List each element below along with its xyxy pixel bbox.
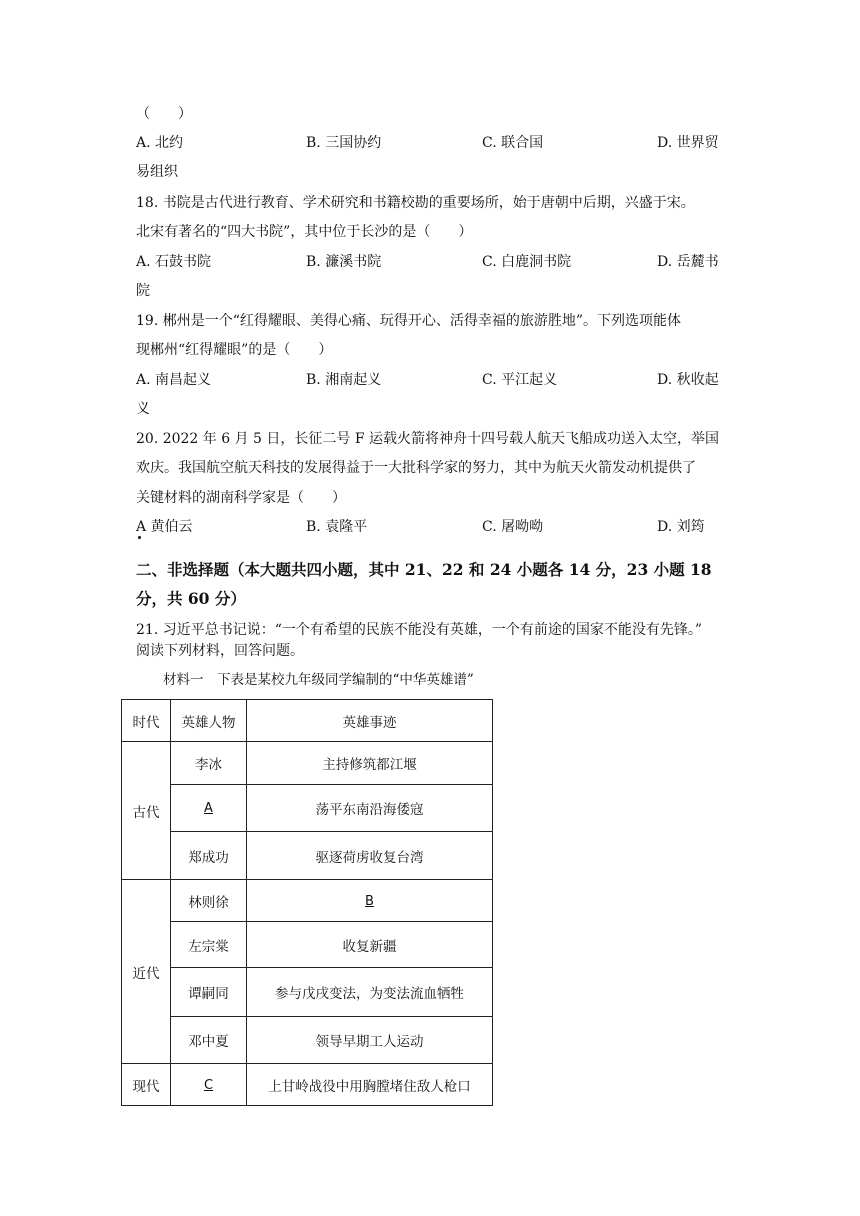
table-row <box>122 922 493 968</box>
q20-line-2: 欢庆。我国航空航天科技的发展得益于一大批科学家的努力，其中为航天火箭发动机提供了 <box>136 460 696 476</box>
q20-option-d: D. 刘筠 <box>657 519 705 535</box>
section-heading-line-1: 二、非选择题（本大题共四小题，其中 21、22 和 24 小题各 14 分，23 小题 18 <box>136 560 712 579</box>
q17-option-b: B. 三国协约 <box>306 135 382 151</box>
header-deed: 英雄事迹 <box>247 700 493 742</box>
q18-option-d-cont: 院 <box>136 283 150 299</box>
hero-cell: 郑成功 <box>171 832 247 880</box>
q20-option-c: C. 屠呦呦 <box>482 519 544 535</box>
era-ancient: 古代 <box>122 742 171 880</box>
material-title: 材料一 下表是某校九年级同学编制的“中华英雄谱” <box>163 672 474 688</box>
q18-option-d: D. 岳麓书 <box>657 254 719 270</box>
q17-option-a: A. 北约 <box>136 135 184 151</box>
q19-line-1: 19. 郴州是一个“红得耀眼、美得心痛、玩得开心、活得幸福的旅游胜地”。下列选项能体 <box>136 313 682 329</box>
table-row <box>122 785 493 832</box>
table-row <box>122 832 493 880</box>
table-header-row <box>122 700 493 742</box>
stray-dot <box>138 536 141 539</box>
q18-line-1: 18. 书院是古代进行教育、学术研究和书籍校勘的重要场所，始于唐朝中后期，兴盛于宋。 <box>136 195 695 211</box>
section-heading-line-2: 分，共 60 分） <box>136 589 246 608</box>
deed-cell: 参与戊戌变法，为变法流血牺牲 <box>247 968 493 1017</box>
blank-a: A <box>204 801 213 816</box>
q18-option-a: A. 石鼓书院 <box>136 254 212 270</box>
blank-c: C <box>203 1077 214 1093</box>
hero-cell: 李冰 <box>171 742 247 785</box>
header-era: 时代 <box>122 700 171 742</box>
table-row <box>122 1064 493 1106</box>
q20-option-b: B. 袁隆平 <box>306 519 368 535</box>
hero-cell: 左宗棠 <box>171 922 247 968</box>
q19-line-2: 现郴州“红得耀眼”的是（ ） <box>136 342 333 358</box>
q19-option-a: A. 南昌起义 <box>136 372 212 388</box>
q17-paren: （ ） <box>136 106 192 122</box>
deed-cell-blank-b <box>247 880 493 922</box>
deed-cell: 领导早期工人运动 <box>247 1017 493 1064</box>
q20-line-1: 20. 2022 年 6 月 5 日，长征二号 F 运载火箭将神舟十四号载人航天飞船成功送入太空，举国 <box>136 431 720 447</box>
q20-line-3: 关键材料的湖南科学家是（ ） <box>136 490 346 506</box>
q18-line-2: 北宋有著名的“四大书院”，其中位于长沙的是（ ） <box>136 224 473 240</box>
q21-line-2: 阅读下列材料，回答问题。 <box>136 643 304 659</box>
heroes-table <box>121 699 493 1106</box>
hero-cell-blank-a <box>171 785 247 832</box>
deed-cell: 上甘岭战役中用胸膛堵住敌人枪口 <box>247 1064 493 1106</box>
q18-option-c: C. 白鹿洞书院 <box>482 254 572 270</box>
q19-option-d-cont: 义 <box>136 401 150 417</box>
q20-option-a: A 黄伯云 <box>136 519 193 535</box>
q18-option-b: B. 濂溪书院 <box>306 254 382 270</box>
era-modern: 近代 <box>122 880 171 1064</box>
hero-cell: 邓中夏 <box>171 1017 247 1064</box>
header-hero: 英雄人物 <box>171 700 247 742</box>
q21-line-1: 21. 习近平总书记说：“一个有希望的民族不能没有英雄，一个有前途的国家不能没有先锋。” <box>136 622 703 638</box>
deed-cell: 收复新疆 <box>247 922 493 968</box>
table-row <box>122 968 493 1017</box>
deed-cell: 荡平东南沿海倭寇 <box>247 785 493 832</box>
table-row <box>122 1017 493 1064</box>
era-contemporary: 现代 <box>122 1064 171 1106</box>
q17-option-d-cont: 易组织 <box>136 164 178 180</box>
deed-cell: 主持修筑都江堰 <box>247 742 493 785</box>
table-row <box>122 880 493 922</box>
q19-option-b: B. 湘南起义 <box>306 372 382 388</box>
hero-cell: 谭嗣同 <box>171 968 247 1017</box>
q17-option-c: C. 联合国 <box>482 135 544 151</box>
blank-b: B <box>365 893 374 909</box>
hero-cell-blank-c <box>171 1064 247 1106</box>
hero-cell: 林则徐 <box>171 880 247 922</box>
q19-option-d: D. 秋收起 <box>657 372 719 388</box>
deed-cell: 驱逐荷虏收复台湾 <box>247 832 493 880</box>
table-row <box>122 742 493 785</box>
q17-option-d: D. 世界贸 <box>657 135 719 151</box>
q19-option-c: C. 平江起义 <box>482 372 558 388</box>
